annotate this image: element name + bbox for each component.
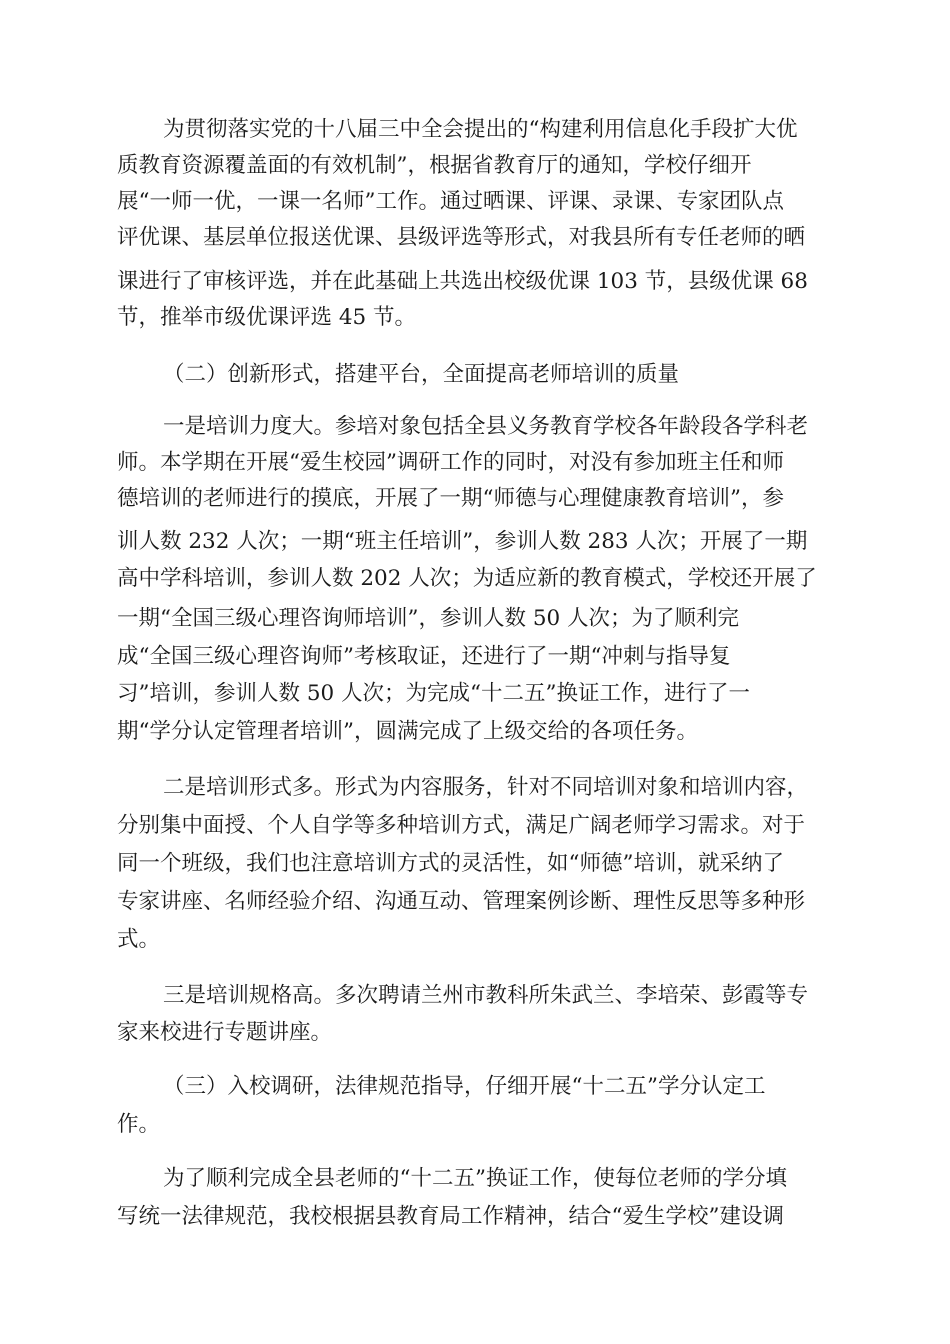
point-2-line-5: 式。 xyxy=(117,927,161,952)
point-1-line-7: 成“全国三级心理咨询师”考核取证，还进行了一期“冲刺与指导复 xyxy=(117,644,731,669)
point-2-line-2: 分别集中面授、个人自学等多种培训方式，满足广阔老师学习需求。对于 xyxy=(117,813,806,838)
intro-line-5: 课进行了审核评选，并在此基础上共选出校级优课 103 节，县级优课 68 xyxy=(117,269,808,294)
point-1-line-4: 训人数 232 人次；一期“班主任培训”，参训人数 283 人次；开展了一期 xyxy=(117,529,808,554)
intro-line-1: 为贯彻落实党的十八届三中全会提出的“构建利用信息化手段扩大优 xyxy=(163,117,798,142)
point-2-line-1: 二是培训形式多。形式为内容服务，针对不同培训对象和培训内容， xyxy=(163,775,809,800)
point-1-line-2: 师。本学期在开展“爱生校园”调研工作的同时，对没有参加班主任和师 xyxy=(117,450,784,475)
section-heading-3-line-2: 作。 xyxy=(117,1112,161,1137)
point-1-line-6: 一期“全国三级心理咨询师培训”，参训人数 50 人次；为了顺利完 xyxy=(117,606,740,631)
point-3-line-2: 家来校进行专题讲座。 xyxy=(117,1020,333,1045)
point-1-line-8: 习”培训，参训人数 50 人次；为完成“十二五”换证工作，进行了一 xyxy=(117,681,751,706)
section-heading-2: （二）创新形式，搭建平台，全面提高老师培训的质量 xyxy=(163,362,680,387)
intro-line-4: 评优课、基层单位报送优课、县级评选等形式，对我县所有专任老师的晒 xyxy=(117,225,806,250)
closing-line-1: 为了顺利完成全县老师的“十二五”换证工作，使每位老师的学分填 xyxy=(163,1166,787,1191)
intro-line-3: 展“一师一优，一课一名师”工作。通过晒课、评课、录课、专家团队点 xyxy=(117,189,784,214)
point-1-line-3: 德培训的老师进行的摸底，开展了一期“师德与心理健康教育培训”，参 xyxy=(117,486,784,511)
section-heading-3-line-1: （三）入校调研，法律规范指导，仔细开展“十二五”学分认定工 xyxy=(163,1074,766,1099)
point-1-line-5: 高中学科培训，参训人数 202 人次；为适应新的教育模式，学校还开展了 xyxy=(117,566,817,591)
point-2-line-3: 同一个班级，我们也注意培训方式的灵活性，如“师德”培训，就采纳了 xyxy=(117,851,784,876)
closing-line-2: 写统一法律规范，我校根据县教育局工作精神，结合“爱生学校”建设调 xyxy=(117,1204,784,1229)
point-2-line-4: 专家讲座、名师经验介绍、沟通互动、管理案例诊断、理性反思等多种形 xyxy=(117,889,806,914)
intro-line-6: 节，推举市级优课评选 45 节。 xyxy=(117,305,417,330)
point-3-line-1: 三是培训规格高。多次聘请兰州市教科所朱武兰、李培荣、彭霞等专 xyxy=(163,983,809,1008)
intro-line-2: 质教育资源覆盖面的有效机制”，根据省教育厅的通知，学校仔细开 xyxy=(117,153,752,178)
point-1-line-1: 一是培训力度大。参培对象包括全县义务教育学校各年龄段各学科老 xyxy=(163,414,809,439)
point-1-line-9: 期“学分认定管理者培训”，圆满完成了上级交给的各项任务。 xyxy=(117,719,698,744)
